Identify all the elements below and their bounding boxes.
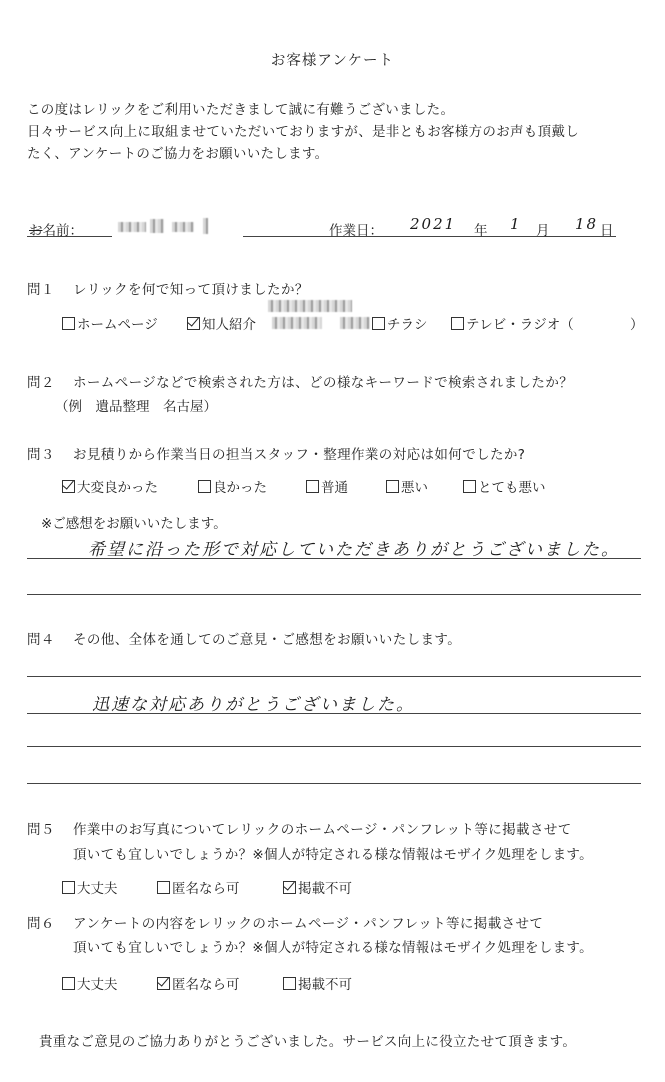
answer-line [27,676,641,677]
date-day-unit: 日 [600,223,614,239]
redacted-name [203,218,208,234]
checkbox-icon[interactable] [372,317,385,330]
q3-option-good[interactable]: 良かった [198,476,267,496]
footer-thanks: 貴重なご意見のご協力ありがとうございました。サービス向上に役立たせて頂きます。 [39,1034,577,1050]
q3-comment-prompt: ※ご感想をお願いいたします。 [41,516,227,532]
intro-line: この度はレリックをご利用いただきまして誠に有難うございました。 [27,102,455,118]
question-text: お見積りから作業当日の担当スタッフ・整理作業の対応は如何でしたか? [73,447,526,463]
close-paren: ） [630,317,644,333]
q5-text-line2: 頂いても宜しいでしょうか？※個人が特定される様な情報はモザイク処理をします。 [73,847,593,863]
q3-option-normal[interactable]: 普通 [306,476,348,496]
redacted-name [150,219,164,233]
date-month-unit: 月 [536,223,550,239]
intro-text [27,99,579,165]
answer-line [27,594,641,595]
question-1 [27,278,309,298]
checked-checkbox-icon[interactable] [187,317,200,330]
name-label-struck: お [29,223,43,239]
answer-line [27,746,641,747]
date-year-unit: 年 [474,223,488,239]
q3-handwritten-comment: 希望に沿った形で対応していただきありがとうございました。 [88,540,620,560]
date-year-value: 2021 [410,215,457,233]
redacted-text [340,317,370,329]
q5-option-anonymous[interactable]: 匿名なら可 [157,877,240,897]
question-number: 問２ [27,375,55,391]
checkbox-icon[interactable] [386,480,399,493]
intro-line: たく、アンケートのご協力をお願いいたします。 [27,146,329,162]
checkbox-icon[interactable] [306,480,319,493]
question-text: 作業中のお写真についてレリックのホームページ・パンフレット等に掲載させて [73,822,572,838]
redacted-name [118,222,146,232]
question-5 [27,818,572,838]
q1-option-flyer[interactable]: チラシ [372,313,428,333]
question-3 [27,443,525,463]
q3-option-bad[interactable]: 悪い [386,476,428,496]
intro-line: 日々サービス向上に取組ませていただいておりますが、是非ともお客様方のお声も頂戴し [27,124,579,140]
q6-option-ok[interactable]: 大丈夫 [62,973,118,993]
question-number: 問１ [27,282,55,298]
redacted-text [272,317,322,329]
name-label-text: 名前： [42,223,83,239]
question-2 [27,371,573,391]
checkbox-icon[interactable] [283,977,296,990]
question-6 [27,912,543,932]
name-underline [27,236,112,237]
checkbox-icon[interactable] [62,317,75,330]
question-number: 問６ [27,916,55,932]
question-number: 問３ [27,447,55,463]
q6-text-line2: 頂いても宜しいでしょうか？※個人が特定される様な情報はモザイク処理をします。 [73,940,593,956]
q1-option-referral[interactable]: 知人紹介 [187,313,256,333]
question-text: アンケートの内容をレリックのホームページ・パンフレット等に掲載させて [73,916,544,932]
checked-checkbox-icon[interactable] [62,480,75,493]
question-4 [27,628,461,648]
question-text: レリックを何で知って頂けましたか？ [73,282,309,298]
question-number: 問５ [27,822,55,838]
q3-option-very-bad[interactable]: とても悪い [463,476,546,496]
checkbox-icon[interactable] [157,881,170,894]
redacted-name [172,222,194,232]
answer-line [27,558,641,559]
q1-option-tv-radio[interactable]: テレビ・ラジオ（ [451,313,574,333]
q6-option-not-allowed[interactable]: 掲載不可 [283,973,352,993]
date-month-value: 1 [510,215,522,233]
q6-option-anonymous[interactable]: 匿名なら可 [157,973,240,993]
question-text: その他、全体を通してのご意見・ご感想をお願いいたします。 [73,632,462,648]
q4-handwritten-comment: 迅速な対応ありがとうございました。 [92,695,415,715]
checkbox-icon[interactable] [451,317,464,330]
checked-checkbox-icon[interactable] [283,881,296,894]
checkbox-icon[interactable] [62,977,75,990]
q5-option-not-allowed[interactable]: 掲載不可 [283,877,352,897]
answer-line [27,783,641,784]
date-underline [243,236,616,237]
redacted-text [268,300,352,312]
q3-option-very-good[interactable]: 大変良かった [62,476,158,496]
checkbox-icon[interactable] [62,881,75,894]
question-text: ホームページなどで検索された方は、どの様なキーワードで検索されましたか？ [73,375,574,391]
date-day-value: 18 [575,215,599,233]
question-number: 問４ [27,632,55,648]
answer-line [27,713,641,714]
q1-option-homepage[interactable]: ホームページ [62,313,158,333]
survey-title: お客様アンケート [270,53,395,69]
checked-checkbox-icon[interactable] [157,977,170,990]
q2-example: （例 遺品整理 名古屋） [55,399,217,415]
date-label: 作業日： [329,223,383,239]
q5-option-ok[interactable]: 大丈夫 [62,877,118,897]
checkbox-icon[interactable] [463,480,476,493]
checkbox-icon[interactable] [198,480,211,493]
